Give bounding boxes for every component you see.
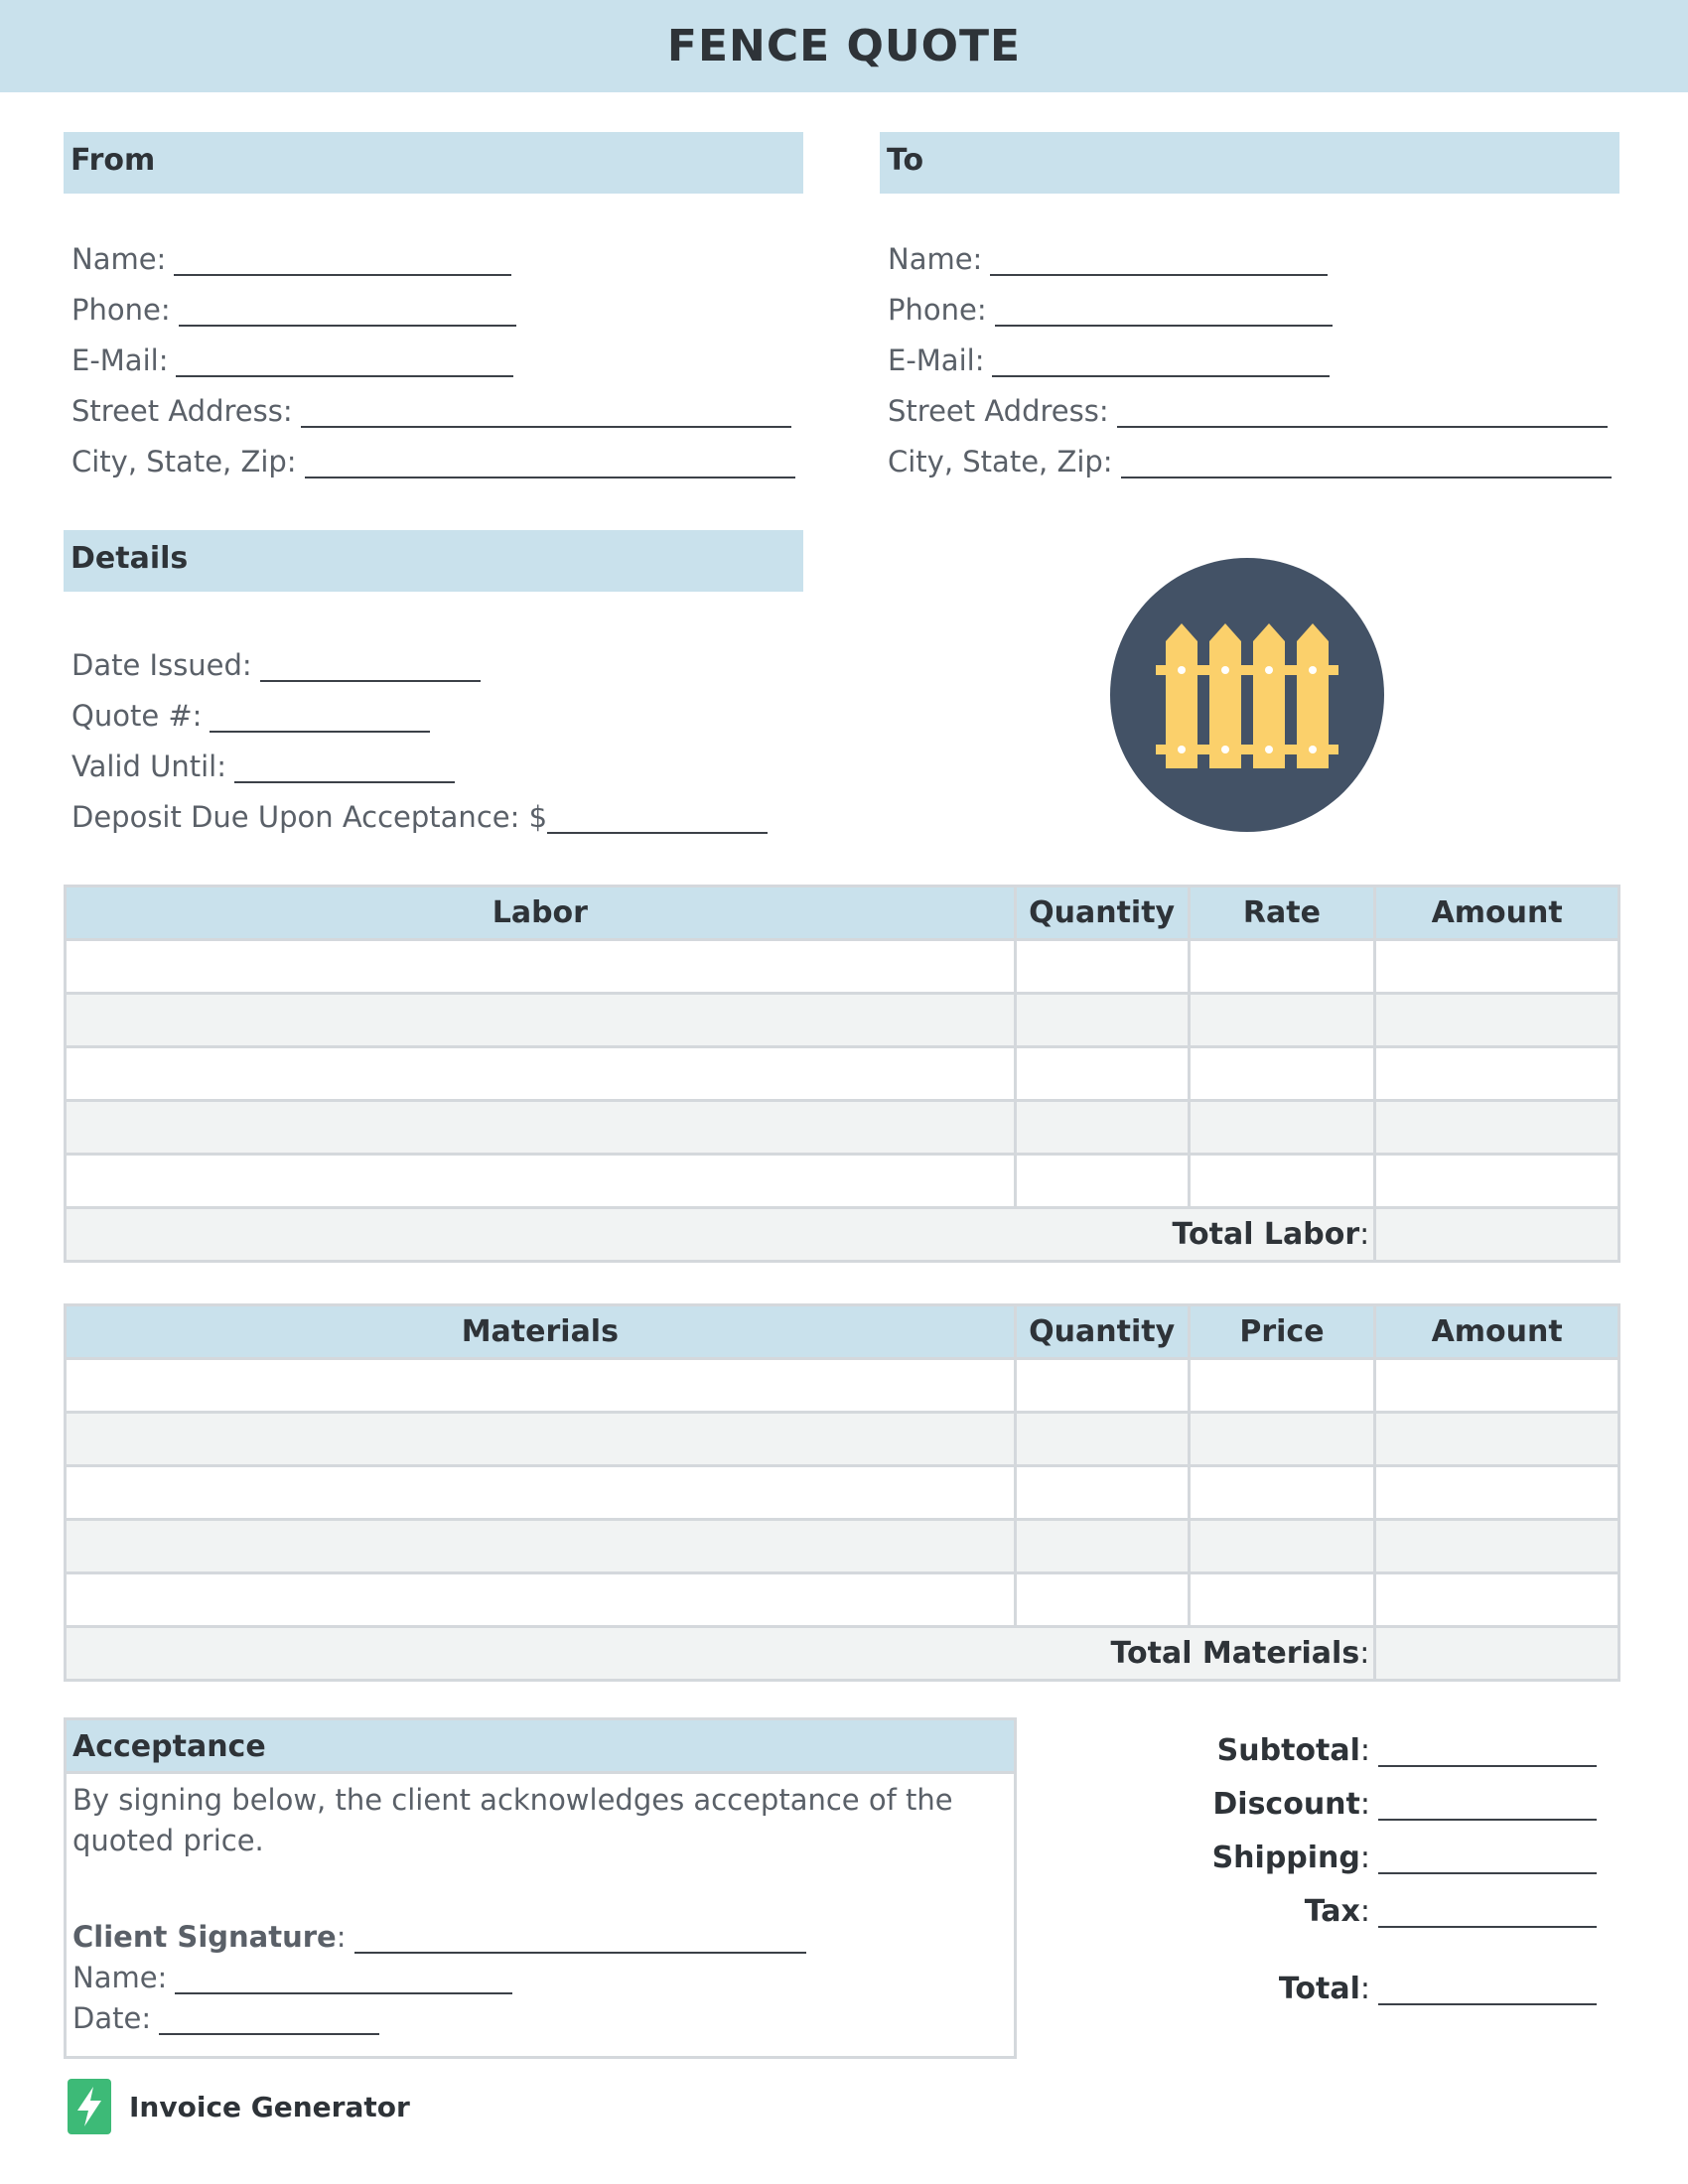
input-line[interactable] [1378, 1896, 1597, 1928]
field-label: Name: [72, 1961, 168, 1994]
table-cell[interactable] [1375, 994, 1619, 1047]
table-cell[interactable] [1189, 1101, 1375, 1155]
table-cell[interactable] [1015, 1573, 1189, 1627]
input-line[interactable] [995, 295, 1333, 327]
to-heading: To [880, 132, 1619, 194]
colon: : [1359, 1894, 1370, 1929]
table-cell[interactable] [1015, 1466, 1189, 1520]
to-phone-field[interactable] [888, 285, 1612, 336]
table-cell[interactable] [1189, 1466, 1375, 1520]
subtotal-label: Subtotal [1216, 1733, 1360, 1768]
table-cell[interactable] [66, 994, 1016, 1047]
table-cell[interactable] [66, 1101, 1016, 1155]
table-cell[interactable] [1375, 1359, 1619, 1413]
price-header: Price [1189, 1305, 1375, 1359]
table-cell[interactable] [66, 1573, 1016, 1627]
from-name-field[interactable] [71, 234, 795, 285]
table-cell[interactable] [1375, 1101, 1619, 1155]
signature-line[interactable] [354, 1922, 806, 1954]
table-cell[interactable] [1375, 940, 1619, 994]
input-line[interactable] [990, 244, 1328, 276]
table-row [66, 1101, 1619, 1155]
table-cell[interactable] [66, 1359, 1016, 1413]
table-cell[interactable] [1015, 1101, 1189, 1155]
table-cell[interactable] [1189, 940, 1375, 994]
field-label: Client Signature [72, 1920, 337, 1954]
quote-number-field[interactable] [71, 691, 768, 742]
input-line[interactable] [547, 802, 768, 834]
table-row [66, 994, 1619, 1047]
total-materials-row [66, 1627, 1619, 1681]
client-name-field[interactable] [72, 1958, 806, 1998]
acceptance-box [64, 1717, 1017, 2059]
total-labor-row [66, 1208, 1619, 1262]
input-line[interactable] [174, 244, 511, 276]
client-signature-field[interactable] [72, 1917, 806, 1958]
input-line[interactable] [1117, 396, 1608, 428]
shipping-label: Shipping [1211, 1841, 1360, 1875]
amount-header: Amount [1375, 887, 1619, 940]
table-row [66, 1573, 1619, 1627]
to-street-field[interactable] [888, 386, 1612, 437]
from-fields [71, 234, 795, 487]
table-cell[interactable] [66, 1466, 1016, 1520]
total-labor-label: Total Labor: [66, 1208, 1375, 1262]
table-cell[interactable] [1189, 994, 1375, 1047]
input-line[interactable] [176, 345, 513, 377]
colon: : [1359, 1733, 1370, 1768]
from-heading: From [64, 132, 803, 194]
tax-field[interactable] [1212, 1885, 1597, 1939]
field-label: Deposit Due Upon Acceptance: $ [71, 800, 548, 834]
labor-table [64, 885, 1620, 1263]
date-issued-field[interactable] [71, 640, 768, 691]
table-cell[interactable] [1189, 1413, 1375, 1466]
details-fields [71, 640, 768, 843]
deposit-field[interactable] [71, 792, 768, 843]
field-label: City, State, Zip: [71, 445, 297, 478]
total-field[interactable] [1212, 1963, 1597, 2016]
field-label: Valid Until: [71, 750, 226, 783]
table-cell[interactable] [1189, 1573, 1375, 1627]
colon: : [1359, 1972, 1370, 2006]
acceptance-fields [72, 1917, 806, 2039]
table-cell[interactable] [1015, 1359, 1189, 1413]
acceptance-heading: Acceptance [67, 1720, 1014, 1774]
table-cell[interactable] [1375, 1047, 1619, 1101]
quantity-header: Quantity [1015, 1305, 1189, 1359]
amount-header: Amount [1375, 1305, 1619, 1359]
subtotal-field[interactable] [1212, 1724, 1597, 1778]
field-label: Name: [888, 242, 983, 276]
colon: : [1359, 1787, 1370, 1822]
acceptance-text: By signing below, the client acknowledges acceptance of the quoted price. [72, 1783, 953, 1857]
total-materials-cell[interactable] [1375, 1627, 1619, 1681]
table-row [66, 1359, 1619, 1413]
field-label: Phone: [888, 293, 987, 327]
table-cell[interactable] [1189, 1047, 1375, 1101]
table-cell[interactable] [1375, 1466, 1619, 1520]
totals-block [1212, 1724, 1597, 2016]
input-line[interactable] [1378, 1974, 1597, 2005]
table-row [66, 1520, 1619, 1573]
table-cell[interactable] [1189, 1520, 1375, 1573]
table-cell[interactable] [66, 1520, 1016, 1573]
table-row [66, 1466, 1619, 1520]
rate-header: Rate [1189, 887, 1375, 940]
input-line[interactable] [992, 345, 1330, 377]
brand-label: Invoice Generator [129, 2090, 410, 2123]
client-date-field[interactable] [72, 1998, 806, 2039]
valid-until-field[interactable] [71, 742, 768, 792]
table-row [66, 1155, 1619, 1208]
to-name-field[interactable] [888, 234, 1612, 285]
table-cell[interactable] [66, 1413, 1016, 1466]
from-email-field[interactable] [71, 336, 795, 386]
to-city-field[interactable] [888, 437, 1612, 487]
labor-header: Labor [66, 887, 1016, 940]
field-label: Street Address: [71, 394, 293, 428]
discount-field[interactable] [1212, 1778, 1597, 1832]
table-cell[interactable] [1189, 1155, 1375, 1208]
field-label: E-Mail: [71, 343, 169, 377]
from-city-field[interactable] [71, 437, 795, 487]
input-line[interactable] [260, 650, 481, 682]
to-fields [888, 234, 1612, 487]
input-line[interactable] [179, 295, 516, 327]
input-line[interactable] [159, 2003, 379, 2035]
discount-label: Discount [1212, 1787, 1360, 1822]
details-heading: Details [64, 530, 803, 592]
materials-table [64, 1303, 1620, 1682]
table-row [66, 940, 1619, 994]
quantity-header: Quantity [1015, 887, 1189, 940]
colon: : [1359, 1841, 1370, 1875]
field-label: Date Issued: [71, 648, 252, 682]
total-labor-cell[interactable] [1375, 1208, 1619, 1262]
table-cell[interactable] [1375, 1413, 1619, 1466]
input-line[interactable] [234, 751, 455, 783]
from-phone-field[interactable] [71, 285, 795, 336]
total-label: Total [1278, 1972, 1360, 2006]
title-bar [0, 0, 1688, 92]
table-cell[interactable] [1375, 1573, 1619, 1627]
table-cell[interactable] [1375, 1520, 1619, 1573]
table-cell[interactable] [1015, 994, 1189, 1047]
table-cell[interactable] [1015, 940, 1189, 994]
tax-label: Tax [1304, 1894, 1360, 1929]
field-label: Street Address: [888, 394, 1109, 428]
table-row [66, 1047, 1619, 1101]
field-label: Date: [72, 2001, 152, 2035]
input-line[interactable] [301, 396, 791, 428]
to-email-field[interactable] [888, 336, 1612, 386]
table-cell[interactable] [1015, 1155, 1189, 1208]
input-line[interactable] [1121, 447, 1612, 478]
table-cell[interactable] [1375, 1155, 1619, 1208]
input-line[interactable] [1378, 1735, 1597, 1767]
from-street-field[interactable] [71, 386, 795, 437]
table-row [66, 1413, 1619, 1466]
colon: : [336, 1920, 347, 1954]
page-title: FENCE QUOTE [666, 21, 1022, 71]
input-line[interactable] [305, 447, 795, 478]
field-label: Quote #: [71, 699, 203, 733]
table-cell[interactable] [66, 1155, 1016, 1208]
field-label: Name: [71, 242, 167, 276]
shipping-field[interactable] [1212, 1832, 1597, 1885]
brand-footer[interactable] [68, 2079, 410, 2134]
table-cell[interactable] [66, 940, 1016, 994]
table-cell[interactable] [1015, 1520, 1189, 1573]
field-label: City, State, Zip: [888, 445, 1113, 478]
table-cell[interactable] [1015, 1413, 1189, 1466]
total-materials-label: Total Materials: [66, 1627, 1375, 1681]
materials-header: Materials [66, 1305, 1016, 1359]
table-cell[interactable] [66, 1047, 1016, 1101]
lightning-bolt-icon [68, 2079, 111, 2134]
table-cell[interactable] [1189, 1359, 1375, 1413]
field-label: Phone: [71, 293, 171, 327]
input-line[interactable] [1378, 1843, 1597, 1874]
input-line[interactable] [210, 701, 430, 733]
input-line[interactable] [175, 1963, 512, 1994]
input-line[interactable] [1378, 1789, 1597, 1821]
field-label: E-Mail: [888, 343, 985, 377]
table-cell[interactable] [1015, 1047, 1189, 1101]
fence-icon [1110, 558, 1384, 832]
